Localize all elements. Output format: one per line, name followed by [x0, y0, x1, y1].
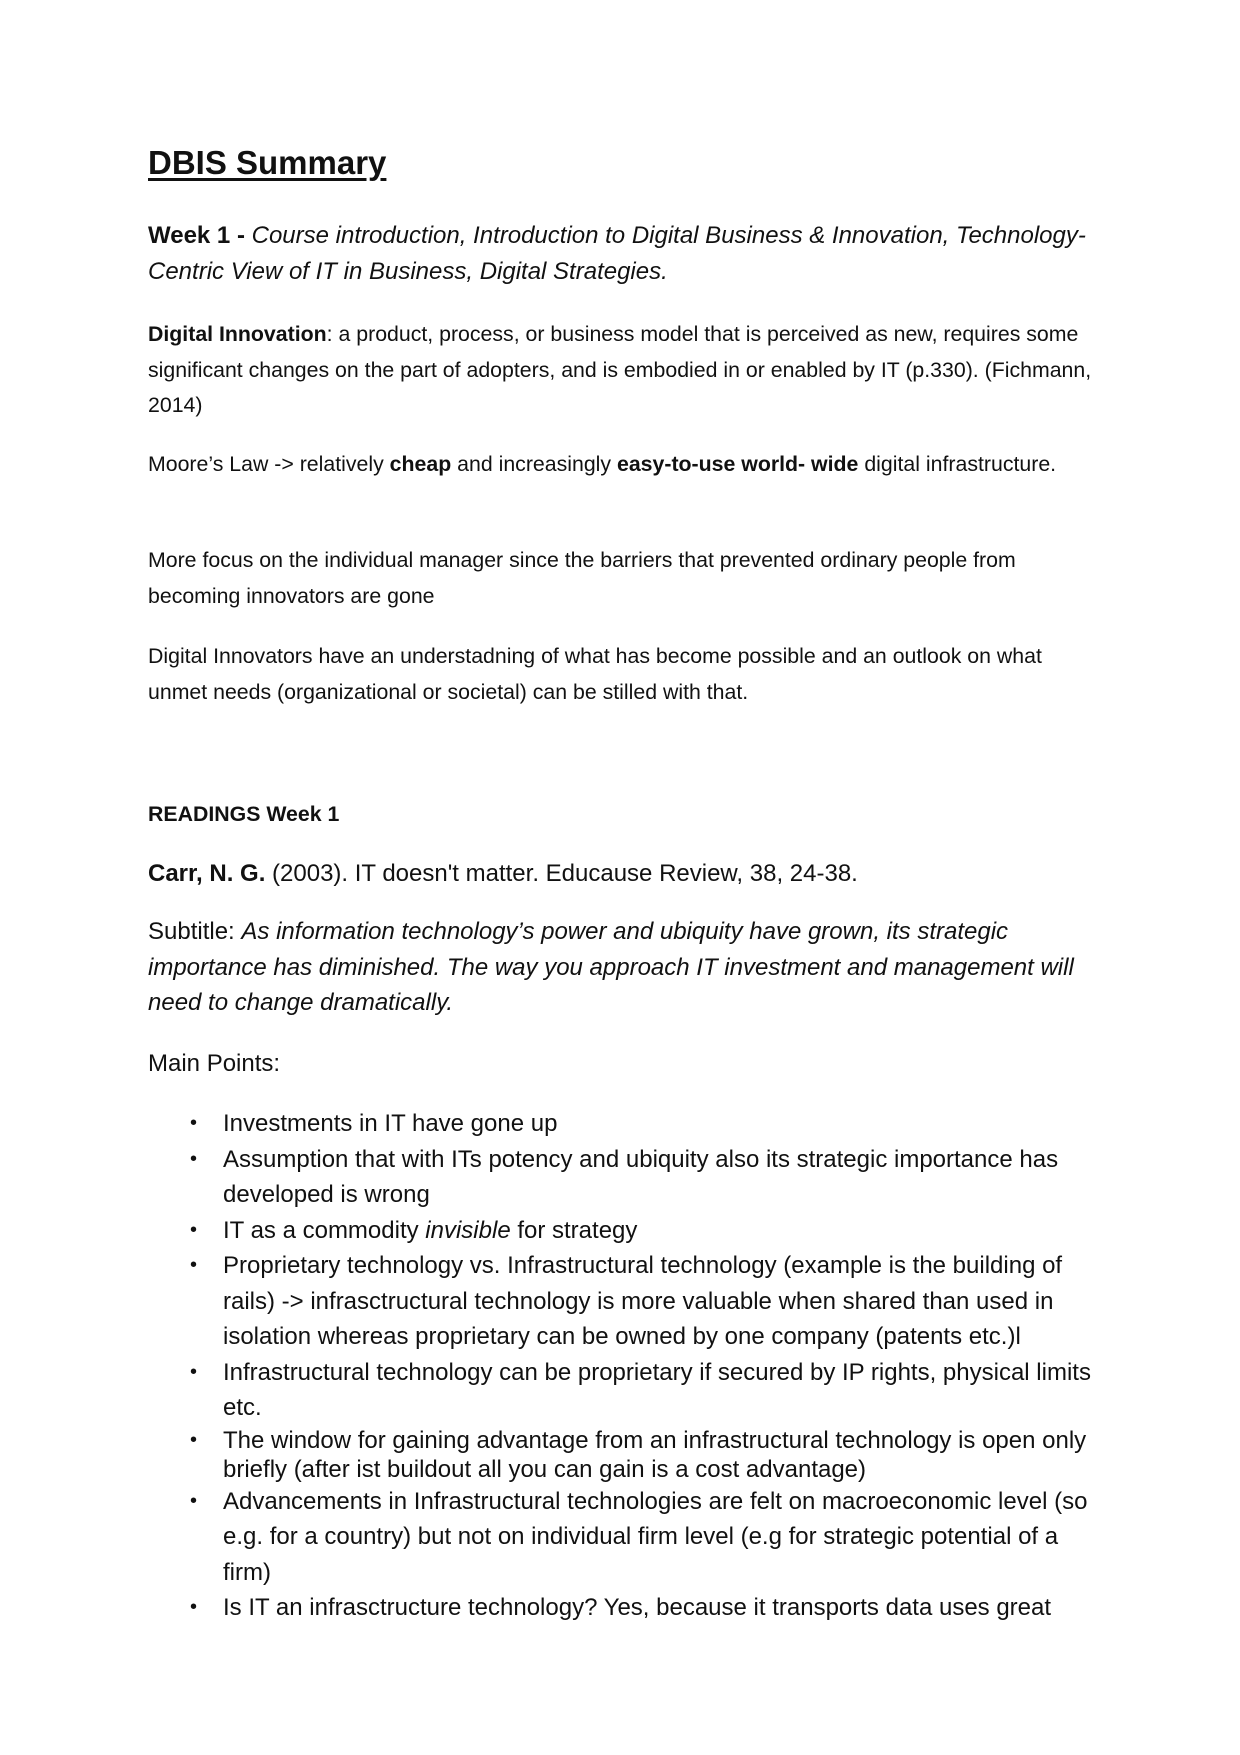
focus-paragraph: More focus on the individual manager since the barriers that prevented ordinary people from becoming innovators are gone	[148, 548, 1016, 608]
list-item-text: for strategy	[510, 1216, 638, 1244]
moores-law-text-3: digital infrastructure.	[858, 452, 1057, 476]
list-item	[148, 1213, 1098, 1249]
innovators-paragraph: Digital Innovators have an understadning of what has become possible and an outlook on what unmet needs (organizational or societal) can be stilled with that.	[148, 644, 1042, 704]
bullet-icon: •	[190, 1218, 198, 1241]
list-item	[148, 1484, 1098, 1591]
carr-author: Carr, N. G.	[148, 860, 266, 887]
moores-law-text-2: and increasingly	[451, 452, 617, 476]
moores-law-paragraph	[148, 447, 1098, 483]
list-item-text: Proprietary technology vs. Infrastructural technology (example is the building of rails) -> infrasctructural technology is more valuable when shared than used in isolation whereas proprietary can be owned by one company (patents etc.)l	[223, 1252, 1063, 1350]
list-item-text: Investments in IT have gone up	[223, 1110, 558, 1137]
list-item-text: IT as a commodity	[223, 1216, 426, 1244]
moores-law-bold-easy: easy-to-use world- wide	[616, 452, 859, 476]
list-item-text: Is IT an infrasctructure technology? Yes, because it transports data uses great	[223, 1594, 1052, 1621]
bullet-icon: •	[190, 1428, 198, 1451]
digital-innovation-text: : a product, process, or business model that is perceived as new, requires some significant changes on the part of adopters, and is embodied in or enabled by IT (p.330). (Fichmann, 2014)	[148, 322, 1092, 417]
carr-citation	[148, 856, 1098, 892]
list-item-emphasis: invisible	[425, 1216, 511, 1244]
moores-law-bold-cheap: cheap	[389, 452, 452, 476]
week1-heading	[148, 218, 1098, 290]
list-item	[148, 1426, 1098, 1484]
list-item	[148, 1142, 1098, 1213]
list-item-text: The window for gaining advantage from an infrastructural technology is open only briefly (after ist buildout all you can gain is a cost advantage)	[223, 1426, 1087, 1483]
bullet-icon: •	[190, 1254, 198, 1276]
week1-description: Course introduction, Introduction to Digital Business & Innovation, Technology-Centric View of IT in Business, Digital Strategies.	[148, 222, 1086, 285]
main-points-label: Main Points:	[148, 1050, 281, 1077]
bullet-icon: •	[190, 1360, 198, 1383]
main-points-list	[148, 1106, 1098, 1626]
carr-reference: (2003). IT doesn't matter. Educause Review, 38, 24-38.	[265, 860, 858, 887]
digital-innovation-term: Digital Innovation	[148, 322, 327, 346]
list-item	[148, 1590, 1098, 1626]
document-title: DBIS Summary	[148, 144, 387, 181]
bullet-icon: •	[190, 1147, 198, 1170]
list-item	[148, 1106, 1098, 1142]
readings-heading: READINGS Week 1	[148, 802, 340, 826]
subtitle-paragraph	[148, 914, 1098, 1021]
bullet-icon: •	[190, 1112, 198, 1134]
list-item	[148, 1355, 1098, 1426]
bullet-icon: •	[190, 1596, 198, 1618]
moores-law-text-1: Moore’s Law -> relatively	[148, 452, 390, 476]
list-item-text: Assumption that with ITs potency and ubiquity also its strategic importance has developed is wrong	[223, 1145, 1059, 1208]
bullet-icon: •	[190, 1489, 198, 1512]
list-item-text: Infrastructural technology can be proprietary if secured by IP rights, physical limits etc.	[223, 1358, 1091, 1421]
digital-innovation-definition	[148, 317, 1098, 424]
subtitle-label: Subtitle:	[148, 918, 242, 945]
week1-label: Week 1 -	[148, 222, 245, 249]
list-item	[148, 1248, 1098, 1355]
list-item-text: Advancements in Infrastructural technologies are felt on macroeconomic level (so e.g. for a country) but not on individual firm level (e.g for strategic potential of a firm)	[223, 1487, 1088, 1586]
subtitle-text: As information technology’s power and ubiquity have grown, its strategic importance has diminished. The way you approach IT investment and management will need to change dramatically.	[148, 918, 1074, 1016]
